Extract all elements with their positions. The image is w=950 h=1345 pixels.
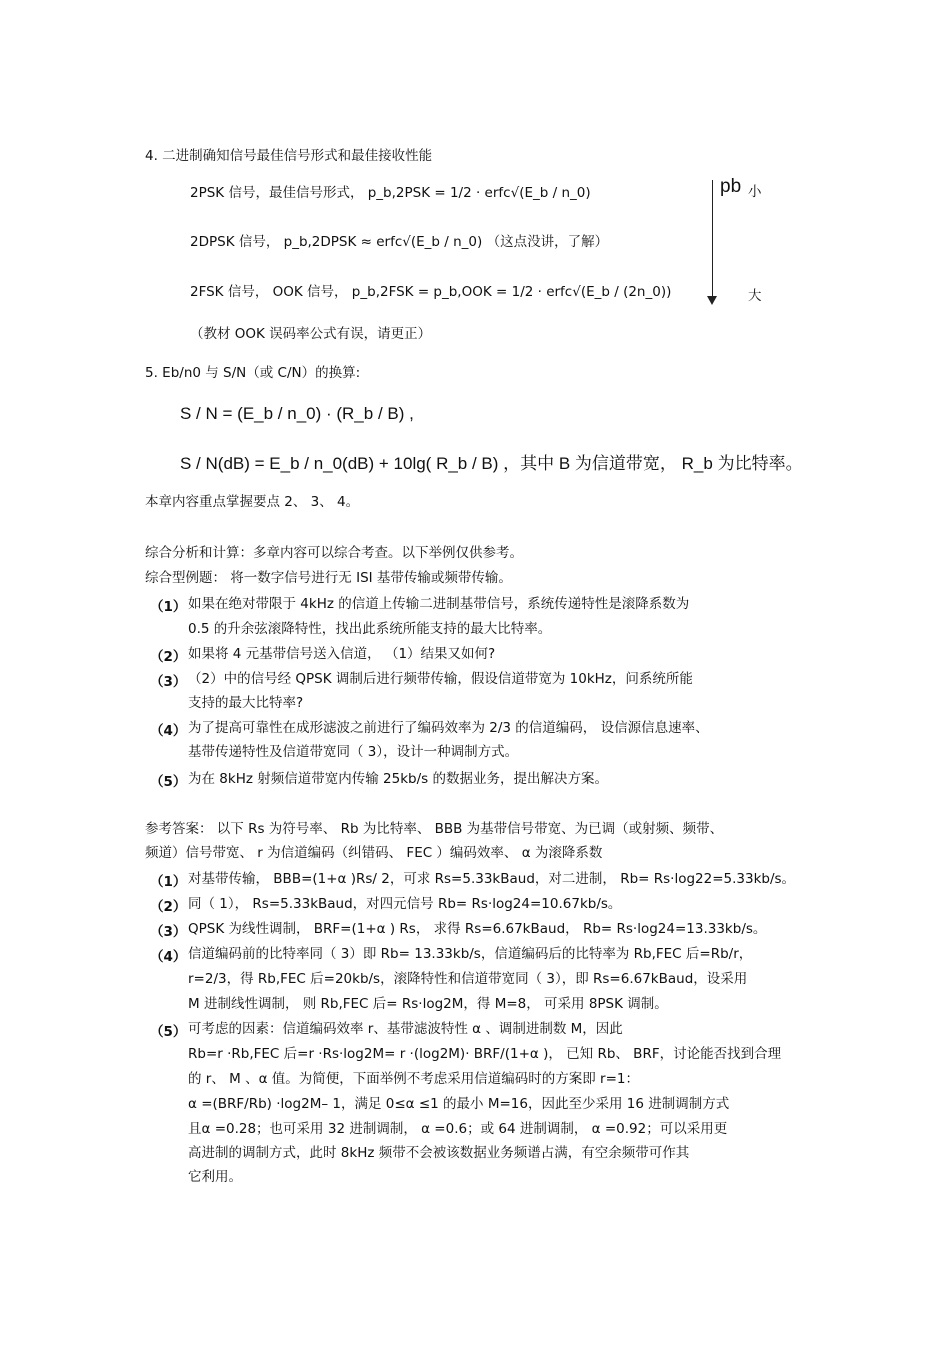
answer-text: QPSK 为线性调制， BRF=(1+α ) Rs， 求得 Rs=6.67kBaud， Rb= Rs·log24=13.33kb/s。 bbox=[188, 921, 767, 937]
answer-number: （5） bbox=[150, 1024, 187, 1040]
snr-db-equation: S / N(dB) = E_b / n_0(dB) + 10lg( R_b / B) ，其中 B 为信道带宽， R_b 为比特率。 bbox=[180, 454, 803, 473]
answer-text: α =(BRF/Rb) ·log2M– 1，满足 0≤α ≤1 的最小 M=16，因此至少采用 16 进制调制方式 bbox=[188, 1096, 730, 1112]
formula-2fsk-ook: 2FSK 信号， OOK 信号， p_b,2FSK = p_b,OOK = 1/2 · erfc√(E_b / (2n_0)) bbox=[190, 284, 672, 300]
question-number: （2） bbox=[150, 649, 187, 665]
question-number: （3） bbox=[150, 674, 187, 690]
question-text: 如果将 4 元基带信号送入信道， （1）结果又如何? bbox=[188, 646, 496, 662]
comprehensive-intro: 综合分析和计算：多章内容可以综合考查。以下举例仅供参考。 bbox=[145, 545, 523, 561]
answer-text: 信道编码前的比特率同（ 3）即 Rb= 13.33kb/s，信道编码后的比特率为 Rb,FEC 后=Rb/r， bbox=[188, 946, 753, 962]
section-4-heading: 4. 二进制确知信号最佳信号形式和最佳接收性能 bbox=[145, 148, 433, 164]
question-text: 如果在绝对带限于 4kHz 的信道上传输二进制基带信号，系统传递特性是滚降系数为 bbox=[188, 596, 690, 612]
formula-2dpsk: 2DPSK 信号， p_b,2DPSK ≈ erfc√(E_b / n_0) （这点没讲，了解） bbox=[190, 234, 609, 250]
comprehensive-example: 综合型例题： 将一数字信号进行无 ISI 基带传输或频带传输。 bbox=[145, 570, 512, 586]
question-text: 支持的最大比特率? bbox=[188, 695, 304, 711]
answer-text: Rb=r ·Rb,FEC 后=r ·Rs·log2M= r ·(log2M)· BRF/(1+α )， 已知 Rb、 BRF，讨论能否找到合理 bbox=[188, 1046, 782, 1062]
answer-text: 它利用。 bbox=[188, 1169, 242, 1185]
question-text: 为了提高可靠性在成形滤波之前进行了编码效率为 2/3 的信道编码， 设信源信息速率、 bbox=[188, 720, 709, 736]
formula-2psk: 2PSK 信号，最佳信号形式， p_b,2PSK = 1/2 · erfc√(E_b / n_0) bbox=[190, 185, 591, 201]
textbook-correction-note: （教材 OOK 误码率公式有误，请更正） bbox=[190, 326, 432, 342]
answer-number: （3） bbox=[150, 924, 187, 940]
answer-number: （1） bbox=[150, 874, 187, 890]
answer-text: r=2/3，得 Rb,FEC 后=20kb/s，滚降特性和信道带宽同（ 3），即 Rs=6.67kBaud，设采用 bbox=[188, 971, 748, 987]
chapter-summary: 本章内容重点掌握要点 2、 3、 4。 bbox=[145, 494, 360, 510]
answer-number: （4） bbox=[150, 949, 187, 965]
question-text: （2）中的信号经 QPSK 调制后进行频带传输，假设信道带宽为 10kHz，问系统所能 bbox=[188, 671, 693, 687]
answer-text: M 进制线性调制， 则 Rb,FEC 后= Rs·log2M，得 M=8， 可采用 8PSK 调制。 bbox=[188, 996, 668, 1012]
answer-text: 同（ 1）， Rs=5.33kBaud，对四元信号 Rb= Rs·log24=10.67kb/s。 bbox=[188, 896, 622, 912]
question-text: 0.5 的升余弦滚降特性，找出此系统所能支持的最大比特率。 bbox=[188, 621, 552, 637]
answer-intro: 参考答案： 以下 Rs 为符号率、 Rb 为比特率、 BBB 为基带信号带宽、为已调（或射频、频带、 bbox=[145, 821, 724, 837]
snr-equation: S / N = (E_b / n_0) · (R_b / B) , bbox=[180, 404, 414, 423]
section-5-heading: 5. Eb/n0 与 S/N（或 C/N）的换算: bbox=[145, 365, 361, 381]
answer-text: 的 r、 M 、α 值。为简便，下面举例不考虑采用信道编码时的方案即 r=1： bbox=[188, 1071, 640, 1087]
answer-text: 对基带传输， BBB=(1+α )Rs/ 2，可求 Rs=5.33kBaud，对二进制， Rb= Rs·log22=5.33kb/s。 bbox=[188, 871, 796, 887]
big-label: 大 bbox=[748, 288, 762, 304]
question-text: 基带传递特性及信道带宽同（ 3），设计一种调制方式。 bbox=[188, 744, 519, 760]
question-number: （4） bbox=[150, 723, 187, 739]
answer-text: 且α =0.28；也可采用 32 进制调制， α =0.6；或 64 进制调制， α =0.92；可以采用更 bbox=[188, 1121, 728, 1137]
question-number: （5） bbox=[150, 774, 187, 790]
pb-label: pb bbox=[720, 176, 742, 197]
answer-number: （2） bbox=[150, 899, 187, 915]
answer-text: 可考虑的因素：信道编码效率 r、基带滤波特性 α 、调制进制数 M，因此 bbox=[188, 1021, 623, 1037]
answer-intro: 频道）信号带宽、 r 为信道编码（纠错码、 FEC ）编码效率、 α 为滚降系数 bbox=[145, 845, 603, 861]
down-arrow-icon bbox=[712, 180, 713, 298]
answer-text: 高进制的调制方式，此时 8kHz 频带不会被该数据业务频谱占满，有空余频带可作其 bbox=[188, 1145, 690, 1161]
small-label: 小 bbox=[748, 184, 762, 200]
arrow-head-icon bbox=[707, 296, 717, 305]
question-number: （1） bbox=[150, 599, 187, 615]
question-text: 为在 8kHz 射频信道带宽内传输 25kb/s 的数据业务，提出解决方案。 bbox=[188, 771, 608, 787]
